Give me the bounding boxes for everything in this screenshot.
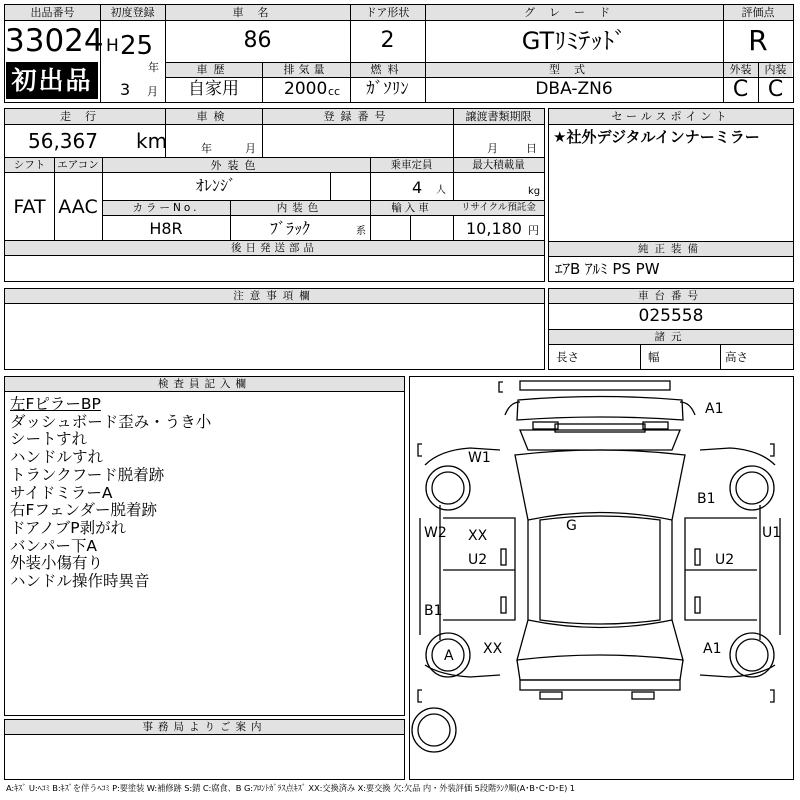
import-label: 輸入車 <box>391 202 432 214</box>
ac: AAC <box>58 196 98 218</box>
mark-g: G <box>566 518 577 534</box>
inspector-note: 外装小傷有り <box>10 554 104 573</box>
inspection-year-unit: 年 <box>201 142 212 155</box>
displacement-unit: cc <box>328 85 341 98</box>
mark-a1-bottom: A1 <box>703 641 722 657</box>
era: H <box>106 36 119 56</box>
genuine: ｴｱB ｱﾙﾐ PS PW <box>555 260 660 278</box>
mark-b1-right: B1 <box>697 491 716 507</box>
chassis-label: 車台番号 <box>638 290 704 302</box>
mark-a1-top: A1 <box>705 401 724 417</box>
mark-xx-bottom: XX <box>483 641 503 657</box>
first-reg-month: 3 <box>120 80 131 99</box>
int-color: ﾌﾞﾗｯｸ <box>269 219 310 238</box>
chassis-no: 025558 <box>638 306 704 326</box>
recycle: 10,180 <box>466 219 522 238</box>
door: 2 <box>380 28 395 53</box>
mark-b1-left: B1 <box>424 603 443 619</box>
year-unit: 年 <box>148 61 159 74</box>
transfer-label: 譲渡書類期限 <box>465 110 532 123</box>
ext-color: ｵﾚﾝｼﾞ <box>195 176 236 195</box>
first-reg-label: 初度登録 <box>110 6 155 19</box>
caution-label: 注意事項欄 <box>233 290 316 302</box>
sales-point-label: セールスポイント <box>611 110 731 123</box>
inspector-note: ハンドル操作時異音 <box>10 572 150 591</box>
mark-u2-left: U2 <box>468 552 488 568</box>
inspector-note: 右Fフェンダー脱着跡 <box>10 501 158 520</box>
genuine-label: 純正装備 <box>638 243 704 255</box>
inspector-note: ドアノブP剥がれ <box>10 518 127 537</box>
transfer-month-unit: 月 <box>487 142 498 155</box>
mileage: 56,367 <box>28 129 98 153</box>
interior-grade: C <box>767 77 784 102</box>
mark-u1: U1 <box>762 525 782 541</box>
later-parts-label: 後日発送部品 <box>231 242 318 254</box>
height-label: 高さ <box>725 350 748 364</box>
length-label: 長さ <box>556 350 579 364</box>
inspector-note: ハンドルすれ <box>10 448 104 467</box>
mark-xx-left: XX <box>468 528 488 544</box>
inspector-notes <box>10 396 211 591</box>
inspector-note: トランクフード脱着跡 <box>10 465 165 484</box>
car-diagram <box>409 376 794 780</box>
score: R <box>748 24 768 57</box>
lot-no-label: 出品番号 <box>30 6 75 19</box>
mark-u2-right: U2 <box>715 552 735 568</box>
recycle-label: リサイクル預託金 <box>461 202 536 213</box>
interior-grade-label: 内装 <box>764 63 787 76</box>
recycle-unit: 円 <box>528 224 539 237</box>
mark-w2: W2 <box>424 525 447 541</box>
transfer-day-unit: 日 <box>526 142 537 155</box>
exterior-grade: C <box>732 77 749 102</box>
int-color-suffix: 系 <box>356 226 366 237</box>
capacity: 4 <box>412 178 423 197</box>
fuel-label: 燃料 <box>370 63 405 76</box>
displacement: 2000 <box>284 79 328 99</box>
capacity-label: 乗車定員 <box>390 159 433 171</box>
month-unit: 月 <box>147 85 158 98</box>
int-color-label: 内装色 <box>276 202 324 214</box>
office-label: 事務局よりご案内 <box>142 721 267 733</box>
exterior-grade-label: 外装 <box>729 63 752 76</box>
displacement-label: 排気量 <box>283 63 329 76</box>
load-label: 最大積載量 <box>472 159 525 171</box>
ext-color-label: 外装色 <box>210 159 262 172</box>
score-label: 評価点 <box>741 6 775 19</box>
history-label: 車歴 <box>196 63 231 76</box>
mark-a-left: A <box>444 648 454 664</box>
first-listing-badge: 初出品 <box>6 62 98 99</box>
lot-no: 33024 <box>5 23 104 59</box>
inspection-label: 車検 <box>196 110 231 123</box>
sales-point: ★社外デジタルインナーミラー <box>553 128 760 146</box>
model-label: 型式 <box>549 63 599 76</box>
width-label: 幅 <box>648 350 660 364</box>
grade: GTﾘﾐﾃｯﾄﾞ <box>521 27 627 55</box>
mileage-label: 走行 <box>60 110 110 123</box>
inspector-label: 検査員記入欄 <box>158 378 251 390</box>
inspector-note: 左FピラーBP <box>10 395 101 413</box>
fuel: ｶﾞｿﾘﾝ <box>366 79 409 99</box>
history: 自家用 <box>188 79 239 99</box>
legend: A:ｷｽﾞ U:ﾍｺﾐ B:ｷｽﾞを伴うﾍｺﾐ P:要塗装 W:補修跡 S:錆 C:腐食、B G:ﾌﾛﾝﾄｶﾞﾗｽ点ｷｽﾞ XX:交換済み X:要交換 欠:欠品 内・外装評価 5段階ﾗﾝｸ順(A･B･C･D･E) 1 <box>6 783 575 793</box>
color-no: H8R <box>149 219 183 238</box>
reg-no-label: 登録番号 <box>323 110 392 123</box>
inspection-month-unit: 月 <box>245 142 256 155</box>
spec-label: 諸元 <box>654 331 688 343</box>
color-no-label: カラーNo. <box>132 202 200 214</box>
shift: FAT <box>13 196 46 218</box>
load-unit: kg <box>528 186 541 197</box>
grade-label: グレード <box>524 6 624 19</box>
mileage-unit: km <box>136 129 168 153</box>
mark-w1: W1 <box>468 450 491 466</box>
ac-label: エアコン <box>57 159 99 171</box>
capacity-unit: 人 <box>436 185 446 196</box>
car-name: 86 <box>243 28 272 53</box>
inspector-note: ダッシュボード歪み・うき小 <box>10 412 212 431</box>
door-label: ドア形状 <box>365 6 410 19</box>
shift-label: シフト <box>13 159 46 171</box>
inspector-note: バンパー下A <box>10 536 98 555</box>
first-reg-year: 25 <box>120 31 154 61</box>
inspector-note: シートすれ <box>10 430 88 449</box>
inspector-note: サイドミラーA <box>10 483 113 502</box>
model: DBA-ZN6 <box>535 79 613 99</box>
car-name-label: 車名 <box>232 6 283 19</box>
